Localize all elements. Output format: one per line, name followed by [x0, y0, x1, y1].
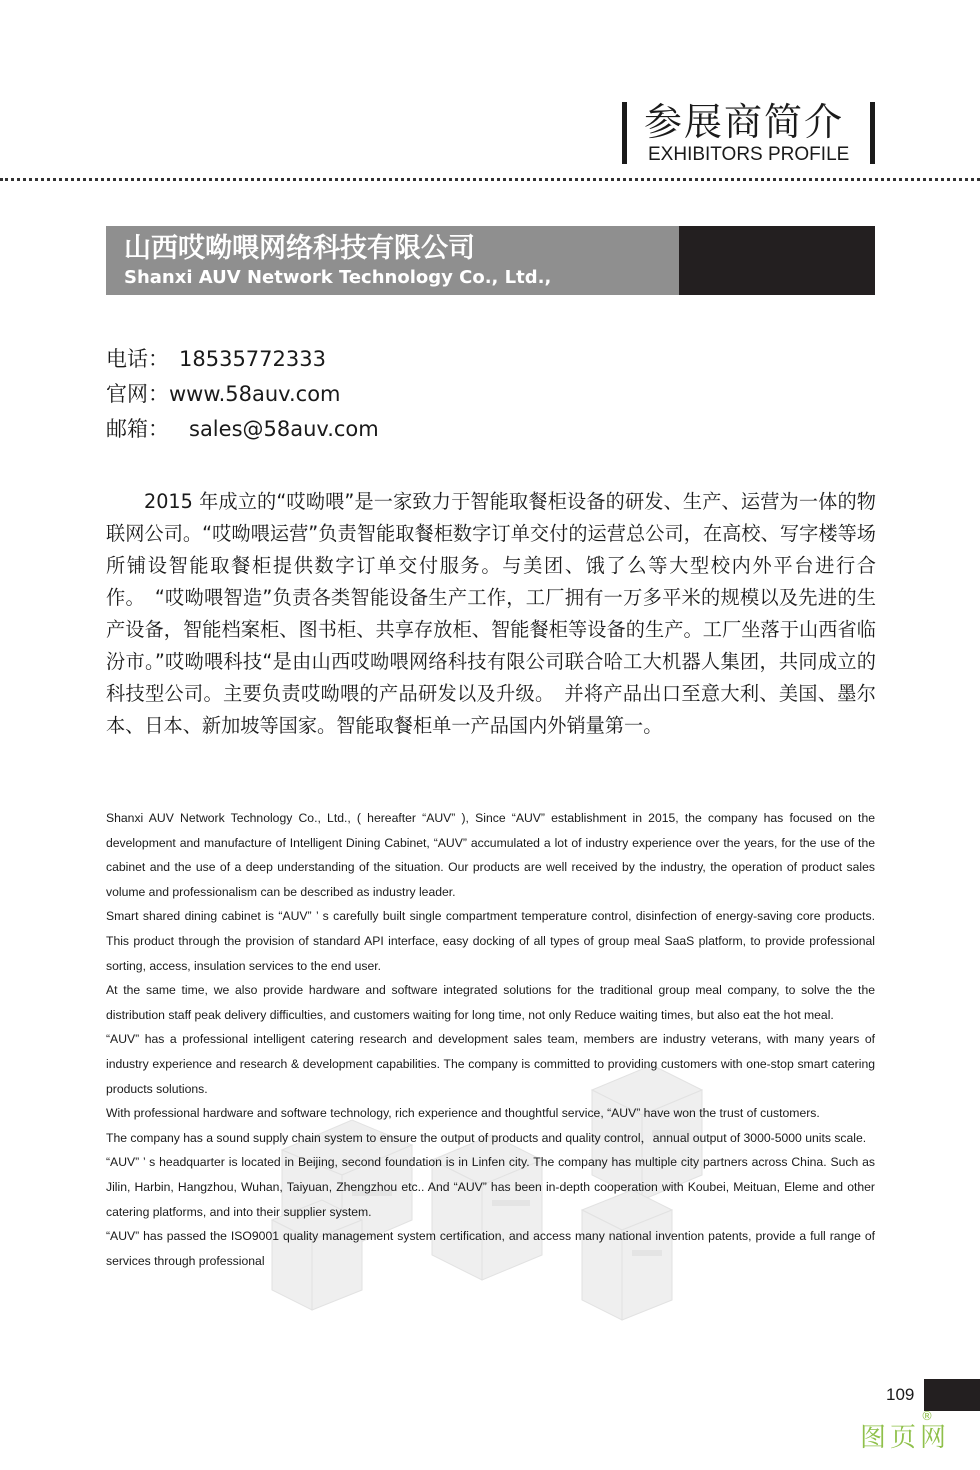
registered-mark: ®: [921, 1409, 933, 1423]
en-paragraph: Smart shared dining cabinet is “AUV” ’ s carefully built single compartment temperature control, disinfection of energy-saving core products. This product through the provision of standard API interface, easy docking of all types of group meal SaaS platform, to provide professional sorting, access, insulation services to the end user.: [106, 909, 875, 973]
contact-info: [106, 342, 379, 447]
contact-website: [106, 377, 379, 412]
company-name-en: Shanxi AUV Network Technology Co., Ltd.,: [124, 267, 552, 288]
en-paragraph: Shanxi AUV Network Technology Co., Ltd., ( hereafter “AUV” ), Since “AUV” establishment in 2015, the company has focused on the development and manufacture of Intelligent Dining Cabinet, “AUV” accumulated a lot of industry experience over the years, for the use of the cabinet and the use of a deep understanding of the situation. Our products are well received by the industry, the operation of product sales volume and professionalism can be described as industry leader.: [106, 811, 875, 899]
contact-phone: [106, 342, 379, 377]
en-paragraph: With professional hardware and software technology, rich experience and thoughtful service, “AUV” have won the trust of customers.: [106, 1106, 820, 1121]
intro-paragraph-cn: 2015 年成立的“哎呦喂”是一家致力于智能取餐柜设备的研发、生产、运营为一体的物联网公司。“哎呦喂运营”负责智能取餐柜数字订单交付的运营总公司，在高校、写字楼等场所铺设智能取餐柜提供数字订单交付服务。与美团、饿了么等大型校内外平台进行合作。 “哎呦喂智造”负责各类智能设备生产工作，工厂拥有一万多平米的规模以及先进的生产设备，智能档案柜、图书柜、共享存放柜、智能餐柜等设备的生产。工厂坐落于山西省临汾市。”哎呦喂科技“是由山西哎呦喂网络科技有限公司联合哈工大机器人集团，共同成立的科技型公司。主要负责哎呦喂的产品研发以及升级。 并将产品出口至意大利、美国、墨尔本、日本、新加坡等国家。智能取餐柜单一产品国内外销量第一。: [106, 490, 876, 737]
email-label: 邮箱：: [106, 417, 169, 441]
phone-label: 电话：: [106, 347, 169, 371]
section-title-cn: 参展商简介: [644, 100, 845, 144]
en-paragraph: “AUV” ’ s headquarter is located in Beijing, second foundation is in Linfen city. The company has multiple city partners across China. Such as Jilin, Harbin, Hangzhou, Wuhan, Taiyuan, Zhengzhou etc.. And “AUV” has been in-depth cooperation with Koubei, Meituan, Eleme and other catering platforms, and into their supplier system.: [106, 1155, 875, 1219]
header-left-bar: [622, 102, 627, 164]
email-value: sales@58auv.com: [189, 417, 379, 441]
website-label: 官网：: [106, 382, 169, 406]
company-name-cn: 山西哎呦喂网络科技有限公司: [124, 233, 475, 264]
banner-dark-block: [679, 226, 875, 295]
watermark-logo: 图页网: [860, 1423, 951, 1453]
page-number-tab: [924, 1379, 980, 1411]
dotted-divider: [0, 178, 980, 181]
website-value: www.58auv.com: [169, 382, 341, 406]
company-name-banner: [106, 226, 875, 295]
en-paragraph: “AUV” has passed the ISO9001 quality management system certification, and access many national invention patents, provide a full range of services through professional: [106, 1229, 875, 1268]
page-number: 109: [886, 1385, 915, 1404]
section-title-en: EXHIBITORS PROFILE: [648, 144, 850, 165]
en-paragraph: The company has a sound supply chain system to ensure the output of products and quality control，annual output of 3000-5000 units scale.: [106, 1130, 867, 1145]
header-right-bar: [870, 102, 875, 164]
en-paragraph: At the same time, we also provide hardware and software integrated solutions for the traditional group meal company, to solve the the distribution staff peak delivery difficulties, and customers waiting for long time, not only Reduce waiting times, but also eat the hot meal.: [106, 983, 875, 1022]
contact-email: [106, 412, 379, 447]
phone-value: 18535772333: [179, 347, 326, 371]
en-paragraph: “AUV” has a professional intelligent catering research and development sales team, members are industry veterans, with many years of industry experience and research & development capabilities. The company is committed to providing customers with one-stop smart catering products solutions.: [106, 1032, 875, 1096]
page-section-header: [618, 98, 880, 168]
intro-english: [106, 806, 875, 1273]
